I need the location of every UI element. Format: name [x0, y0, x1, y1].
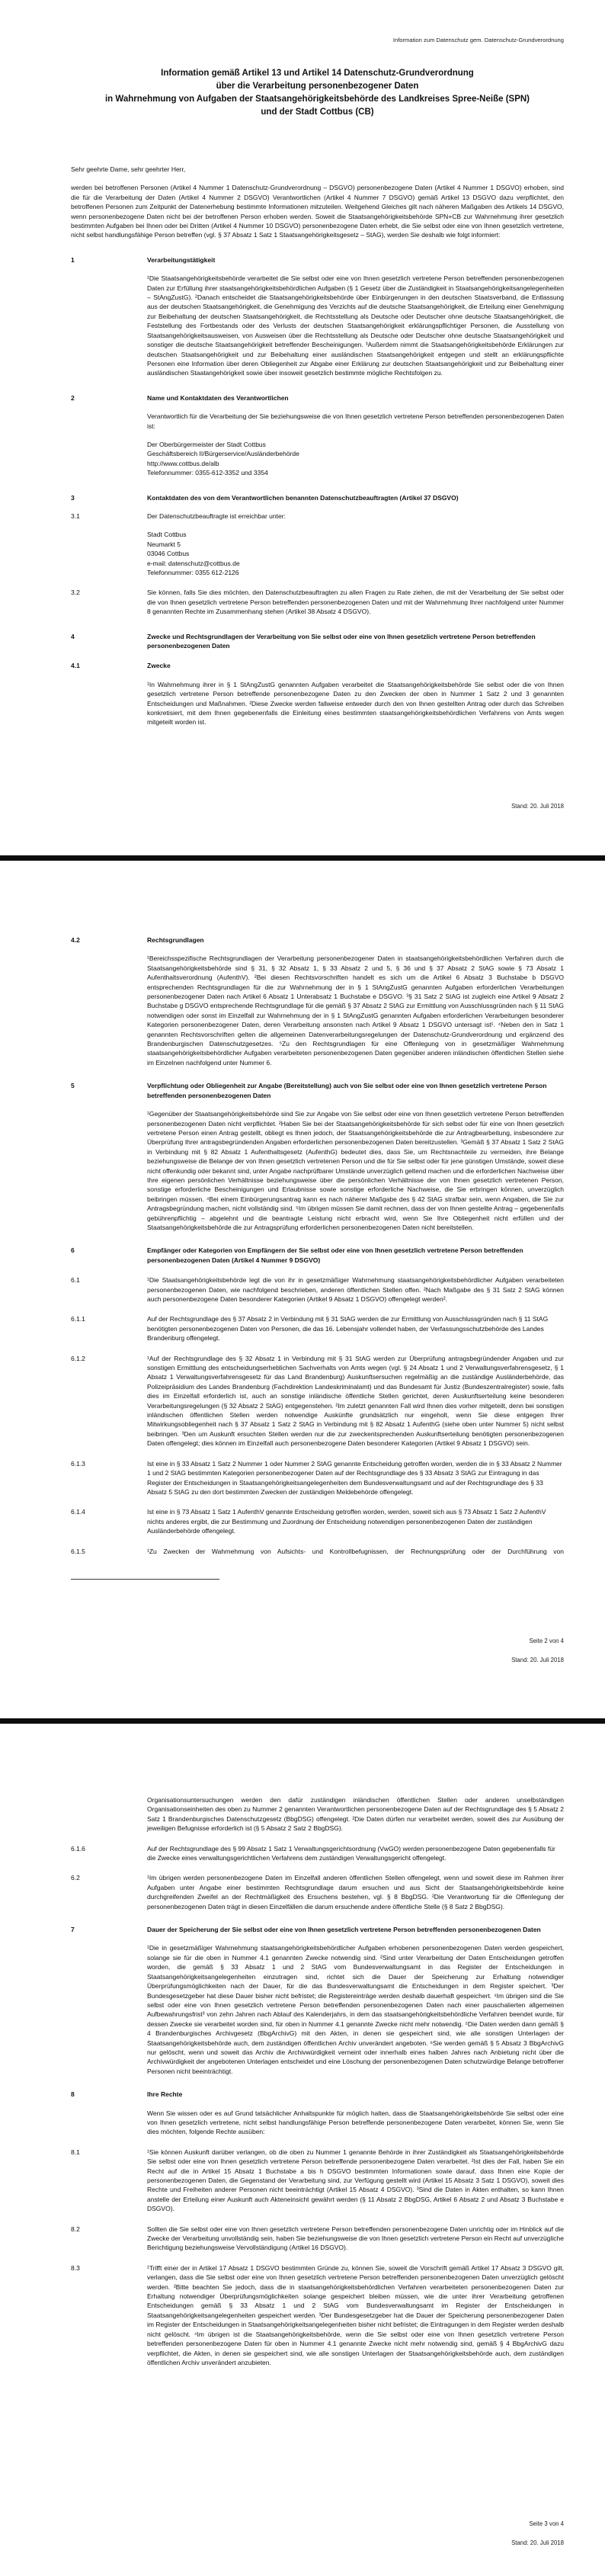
page-header-note: Information zum Datenschutz gem. Datenschutz-Grundverordnung — [392, 37, 564, 43]
paragraph: ¹Gegenüber der Staatsangehörigkeitsbehörde sind Sie zur Angabe von Sie selbst oder eine von Ihnen gesetzlich vertretene Person betreffenden personenbezogenen Daten nicht verpflichtet. ²Haben Sie bei der Staatsangehörigkeitsbehörde für sich selbst oder für eine von Ihnen gesetzlich vertretene Person einen Antrag gestellt, obliegt es Ihnen jedoch, der Staatsangehörigkeitsbehörde die zur Antragbearbeitung, insbesondere zur Überprüfung Ihrer antragsbegründenden Angaben erforderlichen personenbezogenen Daten bereitzustellen. ³Gemäß § 37 Absatz 1 Satz 2 StAG in Verbindung mit § 82 Absatz 1 Aufenthaltsgesetz (AufenthG) bedeutet dies, dass Sie, um Rechtsnachteile zu vermeiden, ihre Belange beziehungsweise die Belange der von Ihnen gesetzlich vertretenen Person und die für Sie selbst oder für jene günstigen Umstände, soweit diese nicht offenkundig oder bekannt sind, unter Angabe nachprüfbarer Umstände unverzüglich geltend machen und die erforderlichen Nachweise über Ihre eigenen persönlichen Verhältnisse beziehungsweise über die persönlichen Verhältnisse der von Ihnen gesetzlich vertretenen Person, sonstige erforderliche Bescheinigungen und Erlaubnisse sowie sonstige erforderliche Nachweise, die Sie erbringen können, unverzüglich beibringen müssen. ⁴Bei einem Einbürgerungsantrag kann es nach näherer Maßgabe des § 42 StAG strafbar sein, wenn Angaben, die Sie zur Antragsbegründung machen, nicht vollständig sind. ⁵Im übrigen müssen Sie damit rechnen, dass der von Ihnen gestellte Antrag – gegebenenfalls gebührenpflichtig – abgelehnt und die beantragte Leistung nicht erbracht wird, wenn Sie Ihre Obliegenheit nicht erfüllen und der Staatsangehörigkeitsbehörde die zur Antragsprüfung erforderlichen personenbezogenen Daten nicht bereitstellen. — [147, 1110, 564, 1231]
page-divider — [0, 1718, 605, 1724]
section-number: 6.2 — [71, 1874, 80, 1882]
contact-line-email: e-mail: datenschutz@cottbus.de — [147, 559, 240, 567]
contact-line: Geschäftsbereich II/Bürgerservice/Ausländerbehörde — [147, 450, 299, 458]
section-number: 1 — [71, 255, 75, 264]
section-number: 2 — [71, 393, 75, 402]
section-heading: Dauer der Speicherung der Sie selbst oder eine von Ihnen gesetzlich vertretene Person betreffenden personenbezogenen Daten — [147, 1926, 541, 1934]
section-number: 6.1 — [71, 1276, 80, 1285]
contact-line-url: http://www.cottbus.de/alb — [147, 459, 219, 467]
section-number: 6.1.3 — [71, 1459, 85, 1468]
footer-stand: Stand: 20. Juli 2018 — [511, 803, 564, 810]
section-heading: Empfänger oder Kategorien von Empfängern der Sie selbst oder eine von Ihnen gesetzlich vertretene Person betreffenden personenbezogenen Daten (Artikel 4 Nummer 9 DSGVO) — [147, 1246, 523, 1264]
paragraph: Sollten die Sie selbst oder eine von Ihnen gesetzlich vertretene Person betreffenden personenbezogene Daten unrichtig oder im Hinblick auf die Zwecke der Verarbeitung unvollständig sein, haben Sie beziehungsweise die von Ihnen gesetzlich vertretene Person ein Recht auf unverzügliche Berichtigung beziehungsweise Vervollständigung (Artikel 16 DSGVO). — [147, 2225, 564, 2252]
section-number: 5 — [71, 1082, 75, 1090]
paragraph: ¹Im übrigen werden personenbezogene Daten im Einzelfall anderen öffentlichen Stellen offengelegt, wenn und soweit diese im Rahmen ihrer Aufgaben unter Angabe einer bestimmten Rechtsgrundlage darum ersuchen und aus Sicht der Staatsangehörigkeitsbehörde keine durchgreifenden Zweifel an der Rechtmäßigkeit des Ersuchens bestehen, vgl. § 8 BbgDSG. ²Die Verantwortung für die Offenlegung der personenbezogenen Daten trägt in diesen Einzelfällen die darum ersuchende andere öffentliche Stelle (§ 8 Satz 2 BbgDSG). — [147, 1874, 564, 1910]
paragraph: Auf der Rechtsgrundlage des § 99 Absatz 1 Satz 1 Verwaltungsgerichtsordnung (VwGO) werden personenbezogene Daten gegebenenfalls für die Zwecke eines verwaltungsgerichtlichen Verfahrens dem zuständigen Verwaltungsgericht offengelegt. — [147, 1844, 555, 1862]
section-heading: Zwecke und Rechtsgrundlagen der Verarbeitung von Sie selbst oder eine von Ihnen gesetzlich vertretene Person betreffenden personenbezogenen Daten — [147, 632, 536, 650]
contact-line: Stadt Cottbus — [147, 531, 187, 539]
paragraph: ¹Die Staatsangehörigkeitsbehörde verarbeitet die Sie selbst oder eine von Ihnen gesetzlich vertretene Person betreffenden personenbezogenen Daten zur Erfüllung ihrer staatsangehörigkeitsbehördlichen Aufgaben (§ 1 Gesetz über die Zuständigkeit in Staatsangehörigkeitsangelegenheiten – StAngZustG). ²Danach entscheidet die Staatsangehörigkeitsbehörde über Einbürgerungen in den deutschen Staatsverband, die Entlassung aus der deutschen Staatsangehörigkeit, die Genehmigung des Verzichts auf die deutsche Staatsangehörigkeit, die Erteilung einer Genehmigung zur Beibehaltung der deutschen Staatsangehörigkeit, die Rechtsstellung als Deutsche oder Deutscher ohne deutsche Staatsangehörigkeit, die Feststellung des Fortbestands oder des Verlusts der deutschen Staatsangehörigkeit erklärungspflichtiger Personen, die Ausstellung von Staatsangehörigkeitsausweisen, von Ausweisen über die Rechtsstellung als Deutsche oder Deutscher ohne deutsche Staatsangehörigkeit und sonstiger die deutsche Staatsangehörigkeit betreffender Bescheinigungen. ³Außerdem nimmt die Staatsangehörigkeitsbehörde Erklärungen zur deutschen Staatsangehörigkeit und zur Beibehaltung einer ausländischen Staatsangehörigkeit entgegen und stellt an erklärungspflichte Personen eine Information über deren Obliegenheit zur Abgabe einer Erklärung zur deutschen Staatsangehörigkeit und zur Beibehaltung einer ausländischen Staatangehörigkeit sowie über insoweit gesetzlich bestimmte mögliche Rechtsfolgen zu. — [147, 274, 564, 377]
section-number: 4 — [71, 632, 75, 640]
title-line: über die Verarbeitung personenbezogener Daten — [216, 82, 419, 91]
salutation: Sehr geehrte Dame, sehr geehrter Herr, — [71, 165, 186, 173]
section-number: 8 — [71, 2090, 75, 2099]
document-page-1 — [0, 0, 605, 855]
contact-line: Neumarkt 5 — [147, 540, 181, 548]
section-number: 6.1.5 — [71, 1547, 85, 1555]
paragraph: ¹Die Staatsangehörigkeitsbehörde legt die von ihr in gesetzmäßiger Wahrnehmung staatsangehörigkeitsbehördlicher Aufgaben verarbeiteten personenbezogenen Daten, wie nachfolgend beschrieben, anderen öffentlichen Stellen offen. ²Nach Maßgabe des § 31 Satz 2 StAG können auch personenbezogene Daten besonderer Kategorien (Artikel 9 Absatz 1 DSGVO) offengelegt werden². — [147, 1276, 564, 1303]
paragraph: Wenn Sie wissen oder es auf Grund tatsächlicher Anhaltspunkte für möglich halten, dass die Staatsangehörigkeitsbehörde Sie selbst oder eine von Ihnen gesetzlich vertretene, nicht selbst handlungsfähige Person betreffende personenbezogene Daten verarbeitet, können Sie, wenn Sie dies möchten, folgende Rechte ausüben: — [147, 2109, 564, 2136]
document-title — [71, 67, 564, 119]
section-heading: Ihre Rechte — [147, 2090, 183, 2099]
paragraph: ¹Auf der Rechtsgrundlage des § 32 Absatz 1 in Verbindung mit § 31 StAG werden zur Überprüfung antragsbegründender Angaben und zur sonstigen Ermittlung des entscheidungserheblichen Sachverhalts von Amts wegen (vgl. § 24 Absatz 1 und 2 Verwaltungsverfahrensgesetz, § 1 Absatz 1 Verwaltungsverfahrensgesetz für das Land Brandenburg) Auskunftsersuchen regelmäßig an die zuständige Ausländerbehörde, das Polizeipräsidium des Landes Brandenburg (Fachdirektion Landeskriminalamt) und das Bundesamt für Justiz (Bundeszentralregister) sowie, falls dies im Einzelfall erforderlich ist, auch an sonstige inländische öffentliche Stellen gerichtet, deren Auskunftserteilung keine besonderen Verarbeitungsregelungen (§ 32 Absatz 2 StAG) entgegenstehen. ²Im zuletzt genannten Fall wird Ihnen dies vorher mitgeteilt, denn bei sonstigen inländischen öffentlichen Stellen werden notwendige Auskünfte grundsätzlich nur eingeholt, wenn Sie diese entgegen Ihrer Mitwirkungsobliegenheit nach § 37 Absatz 1 Satz 2 StAG in Verbindung mit § 82 Absatz 1 AufenthG (siehe oben unter Nummer 5) nicht selbst beibringen. ³Den um Auskunft ersuchten Stellen werden nur die zur zweckentsprechenden Auskunftserteilung benötigten personenbezogenen Daten offengelegt; dies können im Einzelfall auch personenbezogene Daten besonderer Kategorien (Artikel 9 Absatz 1 DSGVO) sein. — [147, 1354, 564, 1448]
section-heading: Rechtsgrundlagen — [147, 936, 204, 944]
footer-stand: Stand: 20. Juli 2018 — [511, 1657, 564, 1663]
section-number: 3 — [71, 493, 75, 502]
page-footer — [511, 2520, 564, 2547]
title-line: in Wahrnehmung von Aufgaben der Staatsangehörigkeitsbehörde des Landkreises Spree-Neiße (SPN) — [104, 95, 530, 104]
contact-line-phone: Telefonnummer: 0355 612-2126 — [147, 569, 239, 576]
section-number: 8.1 — [71, 2148, 80, 2156]
title-line: und der Stadt Cottbus (CB) — [261, 107, 374, 117]
intro-paragraph: werden bei betroffenen Personen (Artikel 4 Nummer 1 Datenschutz-Grundverordnung – DSGVO) personenbezogene Daten (Artikel 4 Nummer 1 DSGVO) erhoben, sind die für die Verarbeitung der Daten (Artikel 4 Nummer 2 DSGVO) Verantwortlichen (Artikel 4 Nummer 7 DSGVO) gemäß Artikel 13 DSGVO dazu verpflichtet, den betroffenen Personen zum Zeitpunkt der Datenerhebung bestimmte Informationen mitzuteilen. Weitgehend Gleiches gilt nach näheren Maßgaben des Artikels 14 DSGVO, wenn personenbezogene Daten nicht bei der betroffenen Person erhoben werden. Soweit die Staatsangehörigkeitsbehörde SPN+CB zur Wahrnehmung ihrer gesetzlich bestimmten Aufgaben bei Ihnen oder bei Dritten (Artikel 4 Nummer 10 DSGVO) personenbezogene Daten erhebt, die Sie selbst oder eine von Ihnen gesetzlich vertretene, nicht selbst handlungsfähige Person betreffen (vgl. § 37 Absatz 1 Satz 1 Staatsangehörigkeitsgesetz – StAG), werden Sie deshalb wie folgt informiert: — [71, 184, 564, 239]
dpo-contact-block — [147, 530, 564, 577]
contact-line: 03046 Cottbus — [147, 550, 190, 558]
section-number: 6.1.4 — [71, 1508, 85, 1516]
document-page-3 — [0, 1724, 605, 2576]
paragraph: Ist eine in § 33 Absatz 1 Satz 2 Nummer 1 oder Nummer 2 StAG genannte Entscheidung getroffen worden, werden die in § 33 Absatz 2 Nummer 1 und 2 StAG bestimmten Kategorien personenbezogener Daten auf der Rechtsgrundlage des § 33 Absatz 3 StAG zur Eintragung in das Register der Entscheidungen in Staatsangehörigkeitsangelegenheiten dem Bundesverwaltungsamt und auf der Rechtsgrundlage des § 33 Absatz 5 StAG zu den dort bestimmten Zwecken der zuständigen Meldebehörde offengelegt. — [147, 1459, 562, 1496]
section-heading: Kontaktdaten des von dem Verantwortlichen benannten Datenschutzbeauftragten (Artikel 37 DSGVO) — [147, 493, 459, 502]
section-number: 6.1.1 — [71, 1315, 85, 1323]
section-number: 4.1 — [71, 662, 80, 670]
paragraph: ¹Zu Zwecken der Wahrnehmung von Aufsichts- und Kontrollbefugnissen, der Rechnungsprüfung oder der Durchführung von — [147, 1547, 564, 1555]
section-number: 6.1.6 — [71, 1844, 85, 1853]
section-heading: Name und Kontaktdaten des Verantwortlichen — [147, 393, 289, 402]
footnote-separator — [71, 1579, 219, 1580]
paragraph: ¹Bereichsspezifische Rechtsgrundlagen der Verarbeitung personenbezogener Daten in staatsangehörigkeitsbehördlichen Verfahren durch die Staatsangehörigkeitsbehörde sind § 31, § 32 Absatz 1, § 33 Absatz 2 und 5, § 36 und § 37 Absatz 2 StAG sowie § 73 Absatz 1 Aufenthaltsverordnung (AufenthV). ²Bei diesen Rechtsvorschriften handelt es sich um die Artikel 6 Absatz 3 Buchstabe b DSGVO entsprechenden Rechtsgrundlagen für die zur Wahrnehmung der in § 1 StAngZustG genannten Aufgaben erforderlichen Verarbeitungen personenbezogener Daten nach Artikel 6 Absatz 1 Unterabsatz 1 Buchstabe e DSGVO. ³§ 31 Satz 2 StAG ist zugleich eine Artikel 9 Absatz 2 Buchstabe g DSGVO entsprechende Rechtsgrundlage für die gemäß § 37 Absatz 2 StAG zur Ermittlung von Ausschlussgründen nach § 11 StAG notwendigen oder sonst im Einzelfall zur Wahrnehmung der in § 1 StAngZustG genannten Aufgaben erforderlichen Verarbeitungen besonderer Kategorien personenbezogener Daten, deren Verarbeitung ansonsten nach Artikel 9 Absatz 1 DSGVO untersagt ist¹. ⁴Neben den in Satz 1 genannten Rechtsvorschriften gelten die allgemeinen Datenverarbeitungsregelungen der Datenschutz-Grundverordnung und ergänzend des Brandenburgischen Datenschutzgesetzes. ⁵Zu den Rechtsgrundlagen für eine Offenlegung von in gesetzmäßiger Wahrnehmung staatsangehörigkeitsbehördlicher Aufgaben verarbeiteten personenbezogenen Daten gegenüber anderen inländischen öffentlichen Stellen siehe im Einzelnen nachfolgend unter Nummer 6. — [147, 954, 564, 1067]
paragraph: Auf der Rechtsgrundlage des § 37 Absatz 2 in Verbindung mit § 31 StAG werden die zur Ermittlung von Ausschlussgründen nach § 11 StAG benötigten personenbezogenen Daten von Personen, die das 16. Lebensjahr vollendet haben, der Verfassungsschutzbehörde des Landes Brandenburg offengelegt. — [147, 1315, 549, 1343]
paragraph: Ist eine in § 73 Absatz 1 Satz 1 AufenthV genannte Entscheidung getroffen worden, werden, soweit sich aus § 73 Absatz 1 Satz 2 AufenthV nichts anderes ergibt, die zur Bestimmung und Zuordnung der Entscheidung notwendigen personenbezogenen Daten der zuständigen Ausländerbehörde offengelegt. — [147, 1508, 546, 1535]
section-heading: Verpflichtung oder Obliegenheit zur Angabe (Bereitstellung) auch von Sie selbst oder eine von Ihnen gesetzlich vertretene Person betreffenden personenbezogenen Daten — [147, 1082, 547, 1099]
section-number: 3.2 — [71, 589, 80, 597]
paragraph: Verantwortlich für die Verarbeitung der Sie beziehungsweise die von Ihnen gesetzlich vertretene Person betreffenden personenbezogenen Daten ist: — [147, 412, 564, 430]
paragraph: Sie können, falls Sie dies möchten, den Datenschutzbeauftragten zu allen Fragen zu Rate ziehen, die mit der Verarbeitung der Sie selbst oder die von Ihnen gesetzlich vertretene Person betreffenden personenbezogenen Daten und mit der Wahrnehmung Ihrer nachfolgend unter Nummer 8 genannten Rechte im Zusammenhang stehen (Artikel 38 Absatz 4 DSGVO). — [147, 589, 564, 616]
footer-page-number: Seite 3 von 4 — [529, 2520, 564, 2527]
paragraph: ¹In Wahrnehmung ihrer in § 1 StAngZustG genannten Aufgaben verarbeitet die Staatsangehörigkeitsbehörde Sie selbst oder die von Ihnen gesetzlich vertretene Person betreffende personenbezogene Daten zu den Zwecken der oben in Nummer 1 Satz 2 und 3 genannten Entscheidungen und Maßnahmen. ²Diese Zwecke werden fallweise entweder durch den von Ihnen gestellten Antrag oder durch das Schreiben konkretisiert, mit dem Ihnen gegebenenfalls die Einleitung eines bestimmten staatsangehörigkeitsbehördlichen Verfahrens von Amts wegen mitgeteilt worden ist. — [147, 680, 564, 727]
section-heading: Zwecke — [147, 662, 171, 670]
section-number: 6.1.2 — [71, 1354, 85, 1362]
document-page-2 — [0, 861, 605, 1718]
page-divider — [0, 855, 605, 861]
title-line: Information gemäß Artikel 13 und Artikel 14 Datenschutz-Grundverordnung — [161, 69, 474, 78]
footer-page-number: Seite 2 von 4 — [529, 1638, 564, 1644]
section-heading: Verarbeitungstätigkeit — [147, 255, 216, 264]
section-number: 8.2 — [71, 2225, 80, 2233]
contact-line-phone: Telefonnummer: 0355-612-3352 und 3354 — [147, 469, 268, 477]
section-number: 3.1 — [71, 512, 80, 520]
page-footer — [511, 802, 564, 810]
footer-stand: Stand: 20. Juli 2018 — [511, 2539, 564, 2546]
section-number: 7 — [71, 1926, 75, 1934]
section-number: 8.3 — [71, 2263, 80, 2272]
contact-line: Der Oberbürgermeister der Stadt Cottbus — [147, 440, 266, 448]
section-number: 4.2 — [71, 936, 80, 944]
section-number: 6 — [71, 1246, 75, 1255]
paragraph-continuation: Organisationsuntersuchungen werden den dafür zuständigen inländischen öffentlichen Stellen oder anderen unselbständigen Organisationseinheiten des oben zu Nummer 2 genannten Verantwortlichen personenbezogene Daten auf der Rechtsgrundlage des § 5 Absatz 2 Satz 1 Brandenburgisches Datenschutzgesetz (BbgDSG) offengelegt. ²Die Daten dürfen nur verarbeitet werden, soweit dies zur Ausübung der jeweiligen Befugnisse erforderlich ist (§ 5 Absatz 2 Satz 2 BbgDSG). — [147, 1796, 564, 1833]
controller-contact-block — [147, 440, 564, 478]
page-footer — [511, 1637, 564, 1664]
paragraph: ¹Die in gesetzmäßiger Wahrnehmung staatsangehörigkeitsbehördlicher Aufgaben erhobenen personenbezogenen Daten werden gespeichert, solange sie für die oben in Nummer 4.1 genannten Zwecke notwendig sind. ²Sind unter Verarbeitung der Daten Entscheidungen getroffen worden, die gemäß § 33 Absatz 1 und 2 StAG vom Bundesverwaltungsamt in das Register der Entscheidungen in Staatsangehörigkeitsangelegenheiten einzutragen sind, richtet sich die Dauer der Speicherung zur Erhaltung notwendiger Überprüfungsmöglichkeiten nach der Dauer, für die das Bundesverwaltungsamt die Entscheidungen in dem Register speichert. ³Der Bundesgesetzgeber hat diese Dauer bisher nicht befristet; die Registereinträge werden deshalb dauerhaft gespeichert. ⁴Im übrigen sind die Sie selbst oder eine von Ihnen gesetzlich vertretene Person betreffenden personenbezogenen Daten nach einer pauschalierten allgemeinen Aufbewahrungsfrist³ von zehn Jahren nach Ablauf des Kalenderjahrs, in dem das staatsangehörigkeitsbehördliche Verfahren beendet wurde, für dessen Zwecke sie verarbeitet worden sind, für oben in Nummer 4.1 genannte Zwecke nicht mehr notwendig. ⁵Die Daten werden dann gemäß § 4 Brandenburgisches Archivgesetz (BbgArchivG) mit den Akten, in denen sie gespeichert sind, wie alle sonstigen Unterlagen der Staatsangehörigkeitsbehörde auch, dem zuständigen öffentlichen Archiv unverändert angeboten. ⁶Sie werden gemäß § 5 Absatz 3 BbgArchivG nur gelöscht, wenn und soweit das Archiv die Archivwürdigkeit verneint oder innerhalb eines halben Jahres nach Anbietung nicht über die Archivwürdigkeit der angebotenen Unterlagen entscheidet und eine Löschung der personenbezogenen Daten schutzwürdige Belange betroffener Personen nicht beeinträchtigt. — [147, 1944, 564, 2075]
paragraph: Der Datenschutzbeauftragte ist erreichbar unter: — [147, 512, 286, 520]
paragraph: ¹Trifft einer der in Artikel 17 Absatz 1 DSGVO bestimmten Gründe zu, können Sie, soweit die Vorschrift gemäß Artikel 17 Absatz 3 DSGVO gilt, verlangen, dass die Sie selbst oder eine von Ihnen gesetzlich vertretene Person betreffenden personenbezogenen Daten unverzüglich gelöscht werden. ²Bitte beachten Sie jedoch, dass die in staatsangehörigkeitsbehördlichen Verfahren verarbeiteten personenbezogenen Daten zur Erhaltung notwendiger Überprüfungsmöglichkeiten solange gespeichert bleiben müssen, wie die unter ihrer Verarbeitung getroffenen Entscheidungen gemäß § 33 Absatz 1 und 2 StAG vom Bundesverwaltungsamt im Register der Entscheidungen in Staatsangehörigkeitsangelegenheiten gespeichert werden. ³Der Bundesgesetzgeber hat die Dauer der Speicherung personenbezogener Daten im Register der Entscheidungen in Staatsangehörigkeitsangelegenheiten bisher nicht befristet; die Eintragungen in dem Register werden deshalb nicht gelöscht. ⁴Im übrigen ist die Staatsangehörigkeitsbehörde, wenn die Sie selbst oder eine von Ihnen gesetzlich vertretene Person betreffenden personenbezogene Daten für oben in Nummer 4.1 genannte Zwecke nicht mehr notwendig sind, gemäß § 4 BbgArchivG dazu verpflichtet, die Akten, in denen sie gespeichert sind, wie alle sonstigen Unterlagen der Staatsangehörigkeitsbehörde auch, dem zuständigen öffentlichen Archiv unverändert anzubieten. — [147, 2263, 564, 2366]
paragraph: ¹Sie können Auskunft darüber verlangen, ob die oben zu Nummer 1 genannte Behörde in ihrer Zuständigkeit als Staatsangehörigkeitsbehörde Sie selbst oder eine von Ihnen gesetzlich vertretene Person betreffende personenbezogene Daten verarbeitet. ²Ist dies der Fall, haben Sie ein Recht auf die in Artikel 15 Absatz 1 Buchstabe a bis h DSGVO bestimmten Informationen sowie darauf, dass Ihnen eine Kopie der personenbezogenen Daten, die Gegenstand der Verarbeitung sind, zur Verfügung gestellt wird (Artikel 15 Absatz 3 Satz 1 DSGVO), soweit dies Rechte und Freiheiten anderer Personen nicht beeinträchtigt (Artikel 15 Absatz 4 DSGVO). ³Sind die Daten in Akten enthalten, so kann Ihnen anstelle der Erteilung einer Auskunft auch Akteneinsicht gewährt werden (§ 11 Absatz 2 BbgDSG, Artikel 6 Absatz 2 und Absatz 3 Buchstabe e DSGVO). — [147, 2148, 564, 2213]
